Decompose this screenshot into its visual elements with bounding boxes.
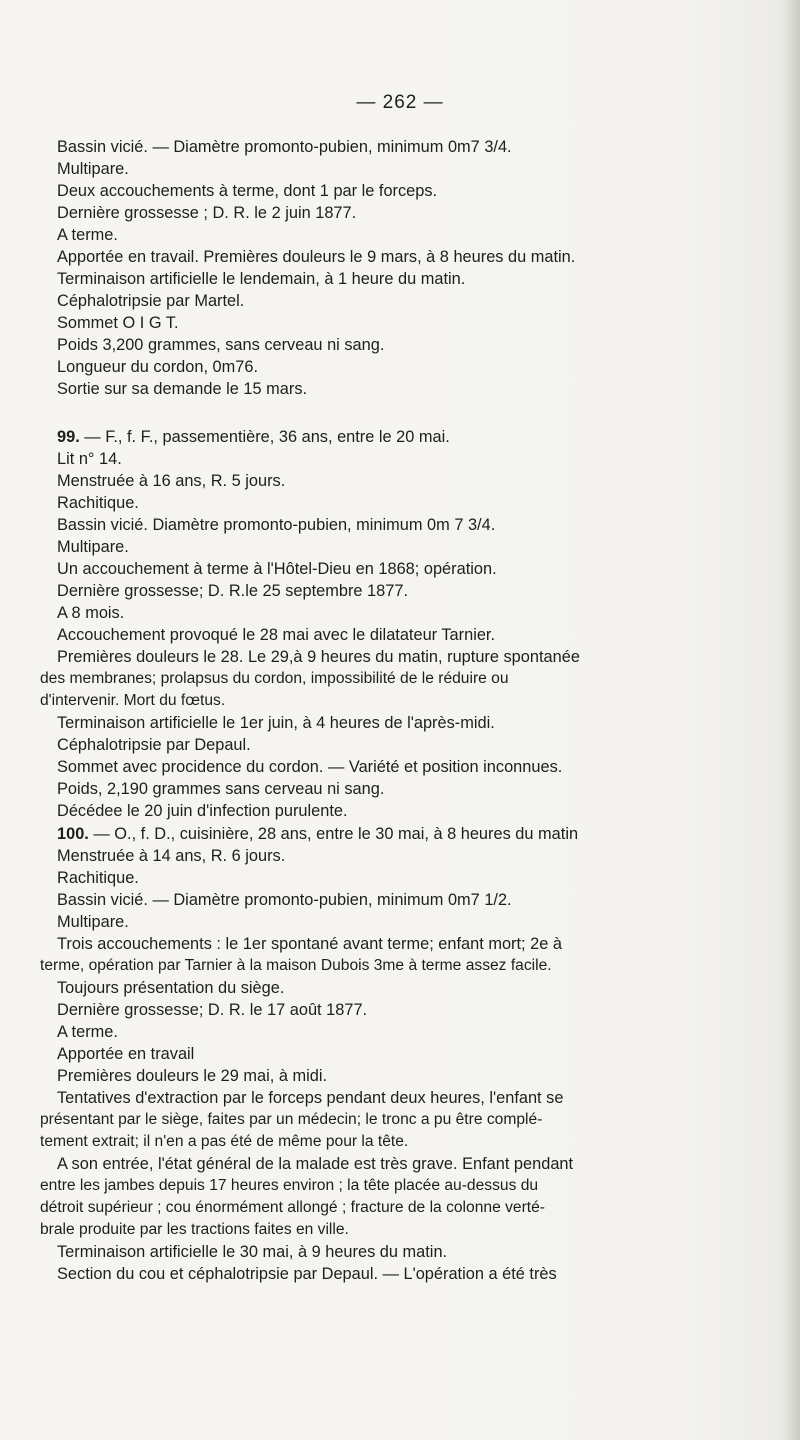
text-line: présentant par le siège, faites par un médecin; le tronc a pu être complé- — [40, 1111, 543, 1128]
page-edge-shadow — [786, 0, 800, 1440]
text-line: A son entrée, l'état général de la malade est très grave. Enfant pendant — [57, 1155, 574, 1173]
text-line — [57, 756, 787, 778]
text-line: Lit n° 14. — [57, 450, 122, 468]
text-segment: Sommet avec procidence du cordon. — Variété et position inconnues. — [57, 758, 563, 776]
text-line: Multipare. — [57, 538, 129, 556]
text-line: Décédee le 20 juin d'infection purulente. — [57, 802, 348, 820]
text-line: Un accouchement à terme à l'Hôtel-Dieu en 1868; opération. — [57, 560, 497, 578]
text-line: Rachitique. — [57, 494, 139, 512]
text-line: détroit supérieur ; cou énormément allongé ; fracture de la colonne verté- — [40, 1199, 545, 1216]
text-line: Dernière grossesse; D. R. le 17 août 1877. — [57, 1001, 368, 1019]
text-line: A 8 mois. — [57, 604, 125, 622]
text-line: Dernière grossesse; D. R.le 25 septembre 1877. — [57, 582, 408, 600]
text-line: — O., f. D., cuisinière, 28 ans, entre le 30 mai, à 8 heures du matin — [93, 825, 579, 843]
text-line: Poids, 2,190 grammes sans cerveau ni sang. — [57, 780, 385, 798]
case-heading-line — [57, 426, 787, 448]
case-99 — [40, 426, 787, 822]
text-line: Premières douleurs le 29 mai, à midi. — [57, 1067, 328, 1085]
case-heading-line — [57, 823, 787, 845]
text-line: tement extrait; il n'en a pas été de même pour la tête. — [40, 1133, 409, 1150]
text-line: Terminaison artificielle le lendemain, à 1 heure du matin. — [57, 270, 466, 288]
text-line: Rachitique. — [57, 869, 139, 887]
text-line: Céphalotripsie par Depaul. — [57, 736, 251, 754]
text-line: Bassin vicié. Diamètre promonto-pubien, minimum 0m 7 3/4. — [57, 516, 496, 534]
text-line: Section du cou et céphalotripsie par Depaul. — L'opération a été très — [57, 1265, 557, 1283]
text-line: Toujours présentation du siège. — [57, 979, 285, 997]
text-line: Bassin vicié. — Diamètre promonto-pubien, minimum 0m7 3/4. — [57, 138, 512, 156]
case-continuation — [57, 136, 787, 400]
case-number: 100. — [57, 825, 89, 843]
text-line: Trois accouchements : le 1er spontané avant terme; enfant mort; 2e à — [57, 935, 562, 953]
text-line: Terminaison artificielle le 1er juin, à 4 heures de l'après-midi. — [57, 714, 495, 732]
text-line: Apportée en travail — [57, 1045, 195, 1063]
text-line: Sommet O I G T. — [57, 314, 179, 332]
text-line: A terme. — [57, 226, 118, 244]
text-line: Céphalotripsie par Martel. — [57, 292, 245, 310]
case-100 — [40, 823, 787, 1285]
text-line: Deux accouchements à terme, dont 1 par le forceps. — [57, 182, 438, 200]
text-line: Tentatives d'extraction par le forceps pendant deux heures, l'enfant se — [57, 1089, 564, 1107]
text-line: brale produite par les tractions faites en ville. — [40, 1221, 349, 1238]
text-line: Premières douleurs le 28. Le 29,à 9 heures du matin, rupture spontanée — [57, 648, 580, 666]
text-line: Sortie sur sa demande le 15 mars. — [57, 380, 308, 398]
text-line: Poids 3,200 grammes, sans cerveau ni sang. — [57, 336, 385, 354]
text-line: entre les jambes depuis 17 heures environ ; la tête placée au-dessus du — [40, 1177, 539, 1194]
text-line: d'intervenir. Mort du fœtus. — [40, 692, 226, 709]
text-line: — F., f. F., passementière, 36 ans, entre le 20 mai. — [84, 428, 450, 446]
text-line: Multipare. — [57, 913, 129, 931]
text-line: Menstruée à 14 ans, R. 6 jours. — [57, 847, 286, 865]
text-line: Accouchement provoqué le 28 mai avec le dilatateur Tarnier. — [57, 626, 496, 644]
text-line: Apportée en travail. Premières douleurs le 9 mars, à 8 heures du matin. — [57, 248, 576, 266]
text-line: Menstruée à 16 ans, R. 5 jours. — [57, 472, 286, 490]
text-line: Longueur du cordon, 0m76. — [57, 358, 259, 376]
page-number: — 262 — — [356, 92, 444, 113]
text-line: des membranes; prolapsus du cordon, impossibilité de le réduire ou — [40, 670, 509, 687]
case-number: 99. — [57, 428, 80, 446]
text-line: Terminaison artificielle le 30 mai, à 9 heures du matin. — [57, 1243, 448, 1261]
text-line: terme, opération par Tarnier à la maison Dubois 3me à terme assez facile. — [40, 957, 552, 974]
text-line: Dernière grossesse ; D. R. le 2 juin 1877. — [57, 204, 357, 222]
text-line: Bassin vicié. — Diamètre promonto-pubien, minimum 0m7 1/2. — [57, 891, 512, 909]
text-line: A terme. — [57, 1023, 118, 1041]
text-line: Multipare. — [57, 160, 129, 178]
